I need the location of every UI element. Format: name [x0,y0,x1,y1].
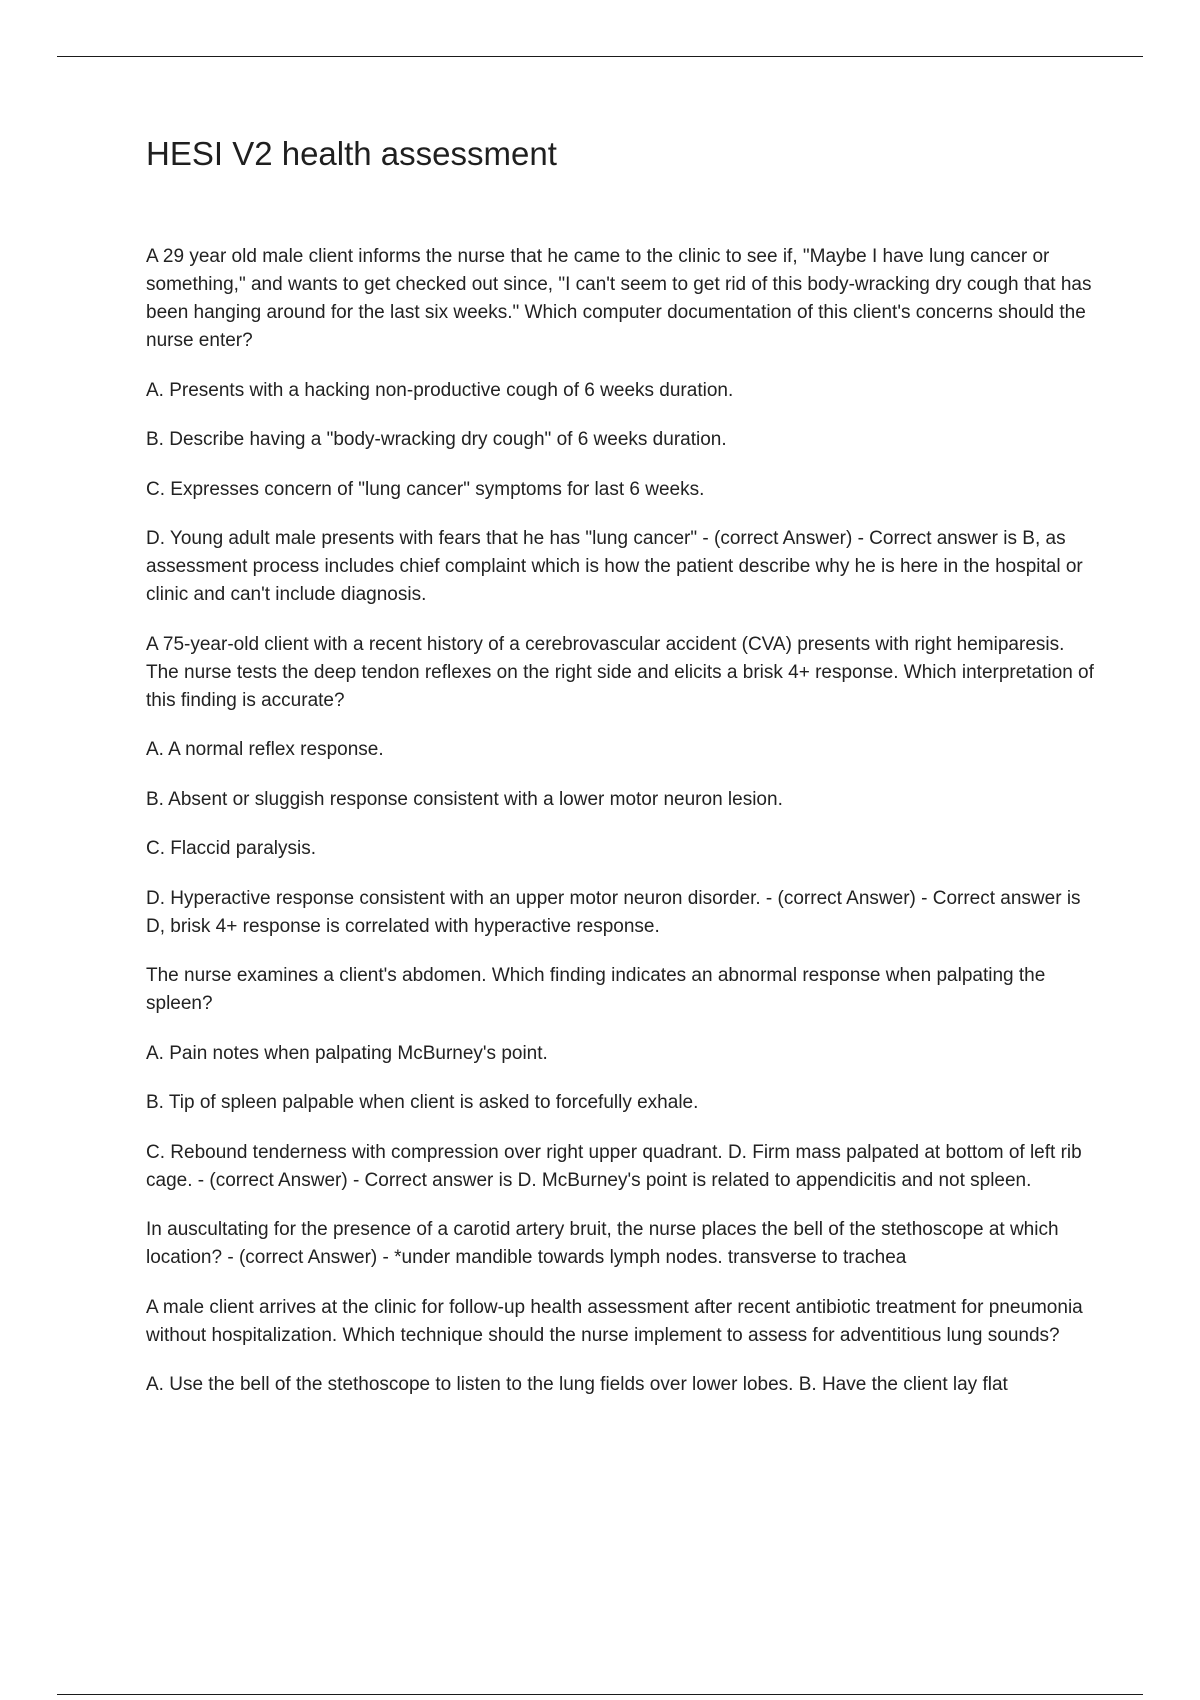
question-2-option-a: A. A normal reflex response. [146,739,384,760]
question-5-options: A. Use the bell of the stethoscope to listen to the lung fields over lower lobes. B. Have the client lay flat [146,1374,1008,1395]
question-1-stem: A 29 year old male client informs the nurse that he came to the clinic to see if, "Maybe I have lung cancer or something," and wants to get checked out since, "I can't seem to get rid of this body-wracking dry cough that has been hanging around for the last six weeks." Which computer documentation of this client's concerns should the nurse enter? [146,246,1092,351]
question-2-option-c: C. Flaccid paralysis. [146,838,316,859]
question-1-option-d-answer: D. Young adult male presents with fears that he has "lung cancer" - (correct Answer) - Correct answer is B, as assessment process includes chief complaint which is how the patient describe why he is here in the hospital or clinic and can't include diagnosis. [146,528,1083,605]
question-5-stem: A male client arrives at the clinic for follow-up health assessment after recent antibiotic treatment for pneumonia without hospitalization. Which technique should the nurse implement to assess for adventitious lung sounds? [146,1296,1083,1346]
question-2-option-b: B. Absent or sluggish response consistent with a lower motor neuron lesion. [146,788,783,810]
document-body [146,243,1098,1421]
top-rule [57,56,1143,57]
question-2-option-d-answer: D. Hyperactive response consistent with an upper motor neuron disorder. - (correct Answer) - Correct answer is D, brisk 4+ response is correlated with hyperactive response. [146,887,1081,937]
page-title: HESI V2 health assessment [146,135,557,172]
question-4-with-answer: In auscultating for the presence of a carotid artery bruit, the nurse places the bell of the stethoscope at which location? - (correct Answer) - *under mandible towards lymph nodes. transverse to trachea [146,1219,1059,1268]
question-1-option-c: C. Expresses concern of "lung cancer" symptoms for last 6 weeks. [146,478,705,500]
question-3-stem: The nurse examines a client's abdomen. Which finding indicates an abnormal response when palpating the spleen? [146,965,1046,1014]
question-3-option-a: A. Pain notes when palpating McBurney's point. [146,1042,548,1064]
question-2-stem: A 75-year-old client with a recent history of a cerebrovascular accident (CVA) presents with right hemiparesis. The nurse tests the deep tendon reflexes on the right side and elicits a brisk 4+ response. Which interpretation of this finding is accurate? [146,633,1094,711]
question-1-option-a: A. Presents with a hacking non-productive cough of 6 weeks duration. [146,379,734,401]
bottom-rule [57,1694,1143,1695]
question-1-option-b: B. Describe having a "body-wracking dry cough" of 6 weeks duration. [146,429,727,450]
question-3-option-c-d-answer: C. Rebound tenderness with compression over right upper quadrant. D. Firm mass palpated at bottom of left rib cage. - (correct Answer) - Correct answer is D. McBurney's point is related to appendicitis and not spleen. [146,1141,1082,1191]
question-3-option-b: B. Tip of spleen palpable when client is asked to forcefully exhale. [146,1092,699,1113]
